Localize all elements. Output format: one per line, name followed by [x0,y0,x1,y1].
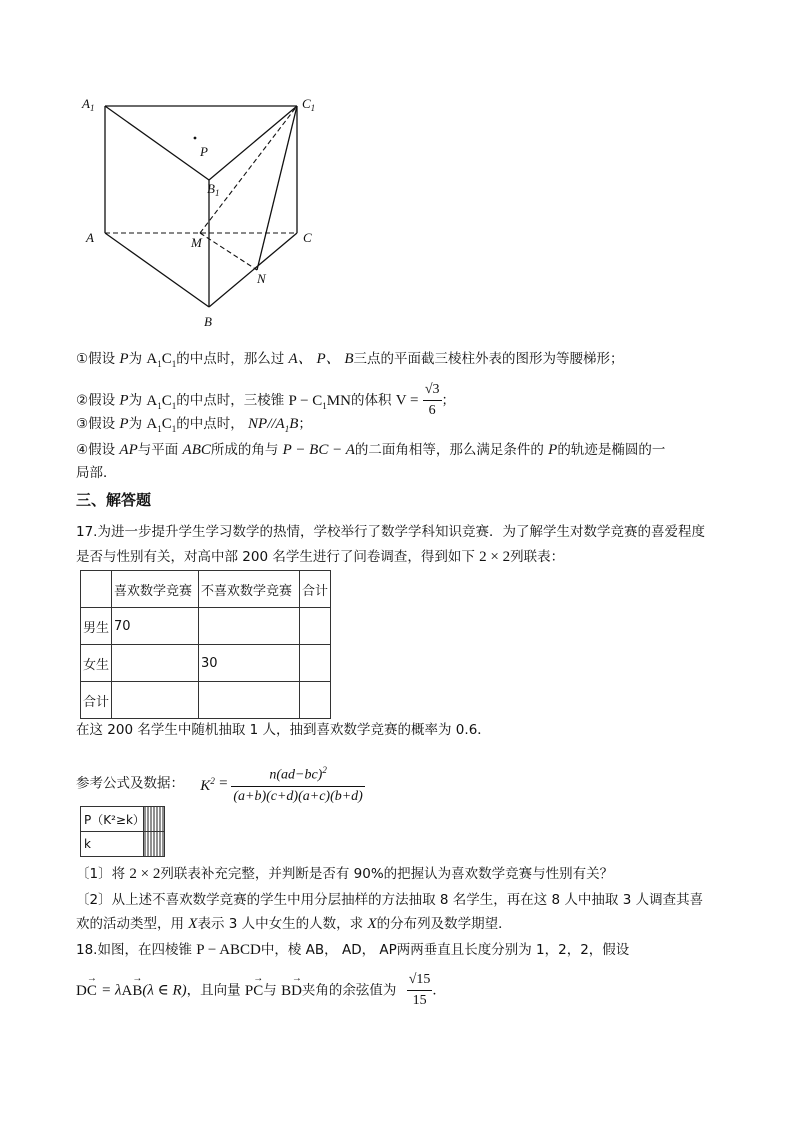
table-cell: 男生 [81,608,112,645]
q17-part2-line1: 〔2〕从上述不喜欢数学竞赛的学生中用分层抽样的方法抽取 8 名学生，再在这 8 人中抽取 3 人调查其喜 [76,892,704,908]
table-row [81,645,331,682]
table-cell: 不喜欢数学竞赛 [199,571,300,608]
label-n: N [257,271,266,286]
q18-line1: 18.如图，在四棱锥 P − ABCD中，棱 AB， AD， AP两两垂直且长度分别为 1，2，2，假设 [76,942,630,958]
critical-value-table [80,806,165,857]
q17-line2: 是否与性别有关，对高中部 200 名学生进行了问卷调查，得到如下 2 × 2列联表： [76,549,565,565]
table-cell: 合计 [300,571,331,608]
hidden-segment-m-c1 [200,106,297,233]
label-a: A [86,230,94,245]
vector-dc: → DC [76,972,97,999]
q17-probability: 在这 200 名学生中随机抽取 1 人，抽到喜欢数学竞赛的概率为 0.6． [76,722,491,738]
table-cell: k [81,832,144,857]
statement-3: ③假设 P为 $A_1C_1$的中点时， $NP//A_1B$； [76,416,312,434]
table-cell [81,571,112,608]
k2-fraction: $\frac{n(ad-bc)^2}{(a+b)(c+d)(a+c)(b+d)}$ [231,760,365,807]
table-row [81,682,331,719]
table-cell: P（K²≥k） [81,807,144,832]
q17-line1: 17.为进一步提升学生学习数学的热情，学校举行了数学学科知识竞赛．为了解学生对数学竞赛的喜爱程度 [76,524,705,540]
table-cell [300,608,331,645]
statement-4-cont: 局部． [76,465,117,481]
svg-text:C1: $C_1$ [302,96,316,113]
table-cell: 喜欢数学竞赛 [112,571,199,608]
table-cell [112,682,199,719]
edge-b-c [209,233,297,307]
label-m: M [191,235,202,250]
table-cell [300,682,331,719]
table-cell-hatched [144,807,165,832]
svg-text:B1: $B_1$ [207,181,220,198]
table-row [81,608,331,645]
label-p: P [200,144,208,159]
label-c1: C [302,96,311,111]
edge-c1-n [257,106,297,270]
statement-4: ④假设 AP与平面 ABC所成的角与 P − BC − A的二面角相等，那么满足条件的 P的轨迹是椭圆的一 [76,442,666,458]
cosine-fraction: $\frac{√15}{15}$ [408,972,431,1008]
vector-bd: → BD [281,972,302,999]
section-heading: 三、解答题 [76,491,152,509]
table-row [81,832,165,857]
q17-part2-line2: 欢的活动类型，用 X表示 3 人中女生的人数，求 X的分布列及数学期望． [76,916,512,932]
contingency-table [80,570,331,719]
q17-formula: 参考公式及数据： $K^2$ = $\frac{n(ad-bc)^2}{(a+b)(c+d)(a+c)(b+d)}$ [76,760,365,807]
q17-part1: 〔1〕将 2 × 2列联表补充完整，并判断是否有 90%的把握认为喜欢数学竞赛与性别有关？ [76,866,614,882]
statement-2: ②假设 P为 $A_1C_1$的中点时，三棱锥 $P - C_1MN$的体积 V = $\frac{√3}{6}$ ； [76,380,455,421]
vector-ab: → AB [121,972,143,999]
table-cell-hatched [144,832,165,857]
volume-fraction: $\frac{√3}{6}$ [424,382,440,418]
table-cell: 合计 [81,682,112,719]
table-cell [199,608,300,645]
label-b: B [204,314,212,329]
table-cell: 70 [112,608,199,645]
label-b1: B [207,181,215,196]
edge-a1-b1 [105,106,209,180]
table-cell [300,645,331,682]
statement-1: ①假设 P为 $A_1C_1$的中点时，那么过 A、 P、 B三点的平面截三棱柱外表的图形为等腰梯形； [76,351,624,369]
table-cell: 30 [199,645,300,682]
label-c: C [303,230,312,245]
vector-pc: → PC [244,972,264,999]
q18-line2: → DC = λ → AB(λ ∈ R)，且向量 → PC与 → BD夹角的余弦值为 $\frac{√15}{15}$ ． [76,970,446,1011]
table-cell [112,645,199,682]
table-cell: 女生 [81,645,112,682]
table-cell [199,682,300,719]
prism-figure [76,90,336,335]
edge-b1-c1 [209,106,297,180]
table-header-row [81,571,331,608]
point-p-dot [194,137,197,140]
label-a1: A [82,96,90,111]
table-row [81,807,165,832]
svg-text:A1: $A_1$ [82,96,95,113]
